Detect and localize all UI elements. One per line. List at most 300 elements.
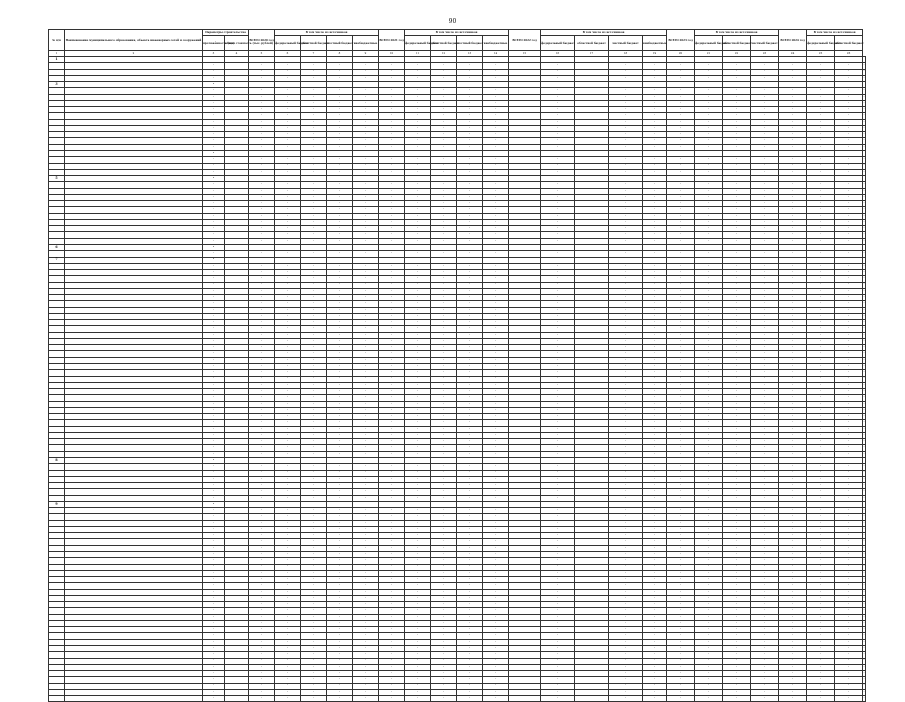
table-cell: - (431, 589, 457, 595)
column-number: 17 (575, 51, 609, 57)
table-cell: - (863, 88, 865, 93)
table-cell: - (431, 113, 457, 119)
table-cell: - (609, 696, 643, 702)
table-cell: - (379, 389, 405, 395)
table-cell: - (203, 150, 225, 156)
table-cell: - (405, 483, 431, 489)
table-cell: - (723, 94, 751, 100)
table-cell: - (483, 263, 509, 269)
table-cell: - (643, 169, 667, 175)
table-cell: - (301, 608, 327, 614)
table-cell: - (353, 270, 379, 276)
table-cell: - (723, 539, 751, 545)
table-cell: - (457, 370, 483, 376)
table-cell: - (835, 639, 863, 645)
table-cell: - (483, 94, 509, 100)
table-cell: - (249, 545, 275, 551)
table-cell: - (835, 696, 863, 702)
table-cell: - (203, 351, 225, 357)
table-cell: - (457, 232, 483, 238)
table-cell: - (431, 88, 457, 94)
table-cell: - (835, 251, 863, 257)
table-cell: - (327, 194, 353, 200)
table-cell: - (457, 414, 483, 420)
column-number: 8 (327, 51, 353, 57)
table-cell: - (249, 364, 275, 370)
table-cell: - (751, 69, 779, 75)
table-cell: - (249, 238, 275, 244)
table-cell: - (667, 376, 695, 382)
table-cell: - (779, 182, 807, 188)
table-cell: - (353, 226, 379, 232)
table-cell: - (405, 188, 431, 194)
table-cell: - (609, 508, 643, 514)
table-cell: - (483, 426, 509, 432)
table-cell: - (249, 570, 275, 576)
table-cell: - (327, 608, 353, 614)
table-cell: - (405, 520, 431, 526)
table-cell: - (301, 689, 327, 695)
table-cell: - (835, 483, 863, 489)
table-cell: - (643, 94, 667, 100)
table-cell: - (723, 119, 751, 125)
table-cell: - (643, 514, 667, 520)
table-cell: - (327, 207, 353, 213)
table-cell: - (541, 119, 575, 125)
table-cell: - (405, 407, 431, 413)
table-cell: - (275, 464, 301, 470)
table-cell: - (249, 301, 275, 307)
table-cell: - (457, 677, 483, 683)
table-cell: - (779, 389, 807, 395)
table-cell: - (249, 526, 275, 532)
table-cell: - (203, 564, 225, 570)
table-cell: - (863, 138, 865, 143)
table-cell: - (643, 364, 667, 370)
table-cell: - (751, 207, 779, 213)
table-cell: - (723, 389, 751, 395)
table-cell: - (695, 282, 723, 288)
table-cell: - (541, 414, 575, 420)
table-cell: - (249, 107, 275, 113)
table-cell: - (203, 144, 225, 150)
table-cell: - (275, 307, 301, 313)
table-cell: - (457, 470, 483, 476)
table-cell: - (643, 595, 667, 601)
table-cell: - (405, 426, 431, 432)
table-cell: - (807, 219, 835, 225)
table-cell: - (327, 696, 353, 702)
table-cell: - (379, 470, 405, 476)
table-cell: - (203, 526, 225, 532)
table-cell: - (807, 533, 835, 539)
table-cell: - (203, 395, 225, 401)
table-cell: - (779, 514, 807, 520)
table-cell: - (609, 451, 643, 457)
table-cell: - (301, 595, 327, 601)
table-cell: - (723, 132, 751, 138)
table-cell: - (863, 508, 865, 513)
table-cell: - (667, 627, 695, 633)
table-cell: - (249, 533, 275, 539)
table-cell: - (609, 157, 643, 163)
table-cell: - (835, 677, 863, 683)
header-fed-2023: федеральный бюджет (695, 36, 723, 51)
table-cell: - (457, 627, 483, 633)
table-cell: - (405, 100, 431, 106)
table-cell: - (249, 69, 275, 75)
table-cell: - (203, 677, 225, 683)
table-cell: - (643, 301, 667, 307)
table-cell: - (751, 182, 779, 188)
table-cell: - (863, 426, 865, 431)
table-cell: - (379, 671, 405, 677)
table-cell: - (779, 470, 807, 476)
table-cell: - (609, 288, 643, 294)
table-cell: - (203, 213, 225, 219)
table-cell: - (667, 520, 695, 526)
table-cell: - (835, 370, 863, 376)
table-cell: - (751, 570, 779, 576)
table-cell: - (379, 157, 405, 163)
table-cell: - (643, 219, 667, 225)
table-cell: - (609, 219, 643, 225)
table-cell: - (431, 426, 457, 432)
table-cell: - (863, 238, 865, 243)
table-cell: - (483, 639, 509, 645)
table-cell: - (835, 364, 863, 370)
table-cell: - (405, 696, 431, 702)
table-cell: - (751, 338, 779, 344)
table-cell: - (431, 570, 457, 576)
table-cell: - (353, 608, 379, 614)
table-cell: - (431, 188, 457, 194)
table-cell: - (405, 288, 431, 294)
table-cell: - (695, 88, 723, 94)
header-sources-2022: В том числе из источников (541, 30, 667, 36)
table-cell: - (863, 539, 865, 544)
header-cost: общая стоимость (тыс. рублей) (225, 36, 249, 51)
table-cell: - (483, 476, 509, 482)
table-cell: - (405, 545, 431, 551)
table-cell: - (695, 602, 723, 608)
table-cell: - (249, 520, 275, 526)
table-cell: - (457, 364, 483, 370)
table-cell: - (431, 432, 457, 438)
table-cell: - (695, 445, 723, 451)
table-cell: - (203, 326, 225, 332)
table-cell: - (431, 119, 457, 125)
table-cell: - (779, 75, 807, 81)
table-cell: - (779, 94, 807, 100)
table-cell: - (779, 270, 807, 276)
table-cell: - (541, 395, 575, 401)
table-cell: - (541, 683, 575, 689)
table-cell: - (249, 677, 275, 683)
table-cell: - (301, 132, 327, 138)
table-cell: - (327, 213, 353, 219)
table-cell: - (751, 75, 779, 81)
table-cell: - (203, 595, 225, 601)
table-cell: - (695, 639, 723, 645)
table-cell: - (405, 414, 431, 420)
table-cell: - (643, 157, 667, 163)
table-cell: - (301, 207, 327, 213)
table-cell (509, 696, 541, 702)
table-cell: - (203, 100, 225, 106)
table-cell: - (863, 332, 865, 337)
table-cell: - (609, 414, 643, 420)
table-cell: - (541, 288, 575, 294)
table-cell: - (609, 207, 643, 213)
table-cell: - (353, 414, 379, 420)
table-cell: - (203, 75, 225, 81)
table-cell: - (863, 514, 865, 519)
table-cell: - (353, 326, 379, 332)
table-cell: - (379, 107, 405, 113)
table-cell: - (667, 551, 695, 557)
table-cell: - (695, 194, 723, 200)
table-cell: - (275, 620, 301, 626)
table-cell: - (249, 94, 275, 100)
table-cell: - (541, 652, 575, 658)
table-cell: - (301, 414, 327, 420)
table-cell: - (275, 577, 301, 583)
table-cell: - (483, 483, 509, 489)
table-cell: - (353, 382, 379, 388)
table-cell: - (643, 232, 667, 238)
table-cell: - (835, 63, 863, 69)
table-cell: - (723, 282, 751, 288)
table-cell: - (249, 194, 275, 200)
table-cell: - (863, 677, 865, 682)
table-cell: - (327, 351, 353, 357)
table-cell: - (695, 301, 723, 307)
table-cell: - (807, 545, 835, 551)
table-cell: - (643, 163, 667, 169)
table-cell: - (483, 577, 509, 583)
table-cell: - (405, 551, 431, 557)
table-cell: - (541, 213, 575, 219)
table-cell: - (249, 551, 275, 557)
table-cell: - (751, 238, 779, 244)
table-cell: - (327, 583, 353, 589)
table-cell: - (275, 558, 301, 564)
table-cell: - (835, 614, 863, 620)
table-cell: - (643, 671, 667, 677)
table-cell: - (695, 232, 723, 238)
table-cell: - (835, 395, 863, 401)
table-cell: - (643, 645, 667, 651)
table-cell: - (541, 558, 575, 564)
table-cell: - (353, 63, 379, 69)
table-cell: - (431, 514, 457, 520)
table-cell: - (695, 570, 723, 576)
table-cell: - (457, 263, 483, 269)
table-cell: - (835, 194, 863, 200)
table-cell: - (695, 75, 723, 81)
table-cell: - (695, 351, 723, 357)
table-cell: - (609, 382, 643, 388)
header-total-2023: ВСЕГО 2023 год (667, 30, 695, 51)
table-cell: - (405, 658, 431, 664)
table-cell: - (483, 470, 509, 476)
table-cell: - (249, 464, 275, 470)
table-cell: - (667, 94, 695, 100)
table-cell: - (541, 307, 575, 313)
table-cell: - (863, 363, 865, 368)
table-cell: - (483, 113, 509, 119)
table-cell: - (835, 270, 863, 276)
table-cell: - (807, 439, 835, 445)
table-cell: - (807, 602, 835, 608)
table-cell: - (695, 545, 723, 551)
table-cell: - (431, 345, 457, 351)
table-cell: - (863, 282, 865, 287)
table-cell: - (203, 320, 225, 326)
table-cell: - (807, 389, 835, 395)
table-cell: - (807, 163, 835, 169)
table-cell: - (723, 382, 751, 388)
table-cell: - (835, 320, 863, 326)
table-cell: - (643, 376, 667, 382)
table-cell: - (249, 658, 275, 664)
table-cell: - (301, 313, 327, 319)
table-cell: - (431, 326, 457, 332)
table-cell: - (405, 226, 431, 232)
table-cell: - (203, 570, 225, 576)
table-cell: - (695, 201, 723, 207)
table-cell: - (203, 288, 225, 294)
table-cell: - (643, 608, 667, 614)
table-cell: - (643, 295, 667, 301)
table-cell: - (807, 132, 835, 138)
table-cell: - (807, 689, 835, 695)
table-cell: - (483, 201, 509, 207)
table-cell: - (751, 464, 779, 470)
table-cell: - (431, 420, 457, 426)
table-cell: - (779, 633, 807, 639)
table-cell: - (379, 520, 405, 526)
table-cell: - (779, 119, 807, 125)
table-cell: - (835, 595, 863, 601)
table-cell: - (483, 301, 509, 307)
table-cell: - (779, 545, 807, 551)
table-cell: - (483, 382, 509, 388)
table-cell: - (379, 132, 405, 138)
table-cell: - (203, 489, 225, 495)
table-cell: - (275, 370, 301, 376)
table-cell: - (643, 539, 667, 545)
table-cell: - (457, 483, 483, 489)
table-cell: - (643, 589, 667, 595)
table-cell: - (541, 677, 575, 683)
table-cell: - (541, 232, 575, 238)
table-cell: - (723, 627, 751, 633)
table-cell: - (379, 94, 405, 100)
table-cell: - (249, 476, 275, 482)
table-cell: - (667, 157, 695, 163)
table-cell: - (863, 370, 865, 375)
table-cell: - (667, 539, 695, 545)
table-cell: - (431, 376, 457, 382)
table-cell: - (643, 432, 667, 438)
table-cell: - (327, 313, 353, 319)
table-cell: - (327, 526, 353, 532)
table-cell: - (275, 313, 301, 319)
table-cell: - (379, 125, 405, 131)
table-cell: - (751, 270, 779, 276)
table-cell: - (379, 207, 405, 213)
table-cell: - (431, 639, 457, 645)
table-cell: - (203, 652, 225, 658)
table-cell: - (609, 282, 643, 288)
table-cell: - (807, 508, 835, 514)
table-cell: - (275, 332, 301, 338)
table-cell: - (405, 207, 431, 213)
table-cell: - (807, 451, 835, 457)
table-cell: - (203, 696, 225, 702)
table-cell: - (379, 357, 405, 363)
table-cell: - (431, 201, 457, 207)
table-cell: - (863, 307, 865, 312)
table-cell: - (249, 608, 275, 614)
table-cell: - (405, 301, 431, 307)
table-cell: - (541, 420, 575, 426)
header-length: протяжённость (км) (203, 36, 225, 51)
table-cell: - (835, 401, 863, 407)
table-cell: - (353, 558, 379, 564)
table-cell: - (203, 257, 225, 263)
table-cell: - (751, 157, 779, 163)
table-cell: - (203, 645, 225, 651)
table-cell: - (379, 476, 405, 482)
table-cell: - (275, 439, 301, 445)
table-cell: - (457, 219, 483, 225)
table-cell: - (379, 301, 405, 307)
table-cell: - (457, 107, 483, 113)
table-cell: - (379, 313, 405, 319)
table-cell: - (863, 620, 865, 625)
table-cell: - (483, 658, 509, 664)
table-cell: - (643, 389, 667, 395)
table-cell: - (667, 470, 695, 476)
table-cell: - (327, 364, 353, 370)
table-cell: - (835, 664, 863, 670)
table-cell: - (609, 270, 643, 276)
table-cell: - (807, 514, 835, 520)
table-cell: - (609, 564, 643, 570)
table-cell: - (751, 476, 779, 482)
header-sources-2023: В том числе из источников (695, 30, 779, 36)
table-cell: - (275, 451, 301, 457)
table-cell: - (723, 332, 751, 338)
table-cell: - (457, 545, 483, 551)
table-cell: - (751, 671, 779, 677)
table-cell: - (723, 395, 751, 401)
table-cell: - (327, 201, 353, 207)
table-cell: - (405, 75, 431, 81)
table-cell: - (863, 414, 865, 419)
table-cell: - (431, 213, 457, 219)
table-cell: - (807, 188, 835, 194)
table-cell: - (807, 677, 835, 683)
table-cell: - (723, 696, 751, 702)
table-cell: - (863, 476, 865, 481)
table-cell: - (609, 201, 643, 207)
table-cell: - (807, 627, 835, 633)
table-cell: - (301, 113, 327, 119)
